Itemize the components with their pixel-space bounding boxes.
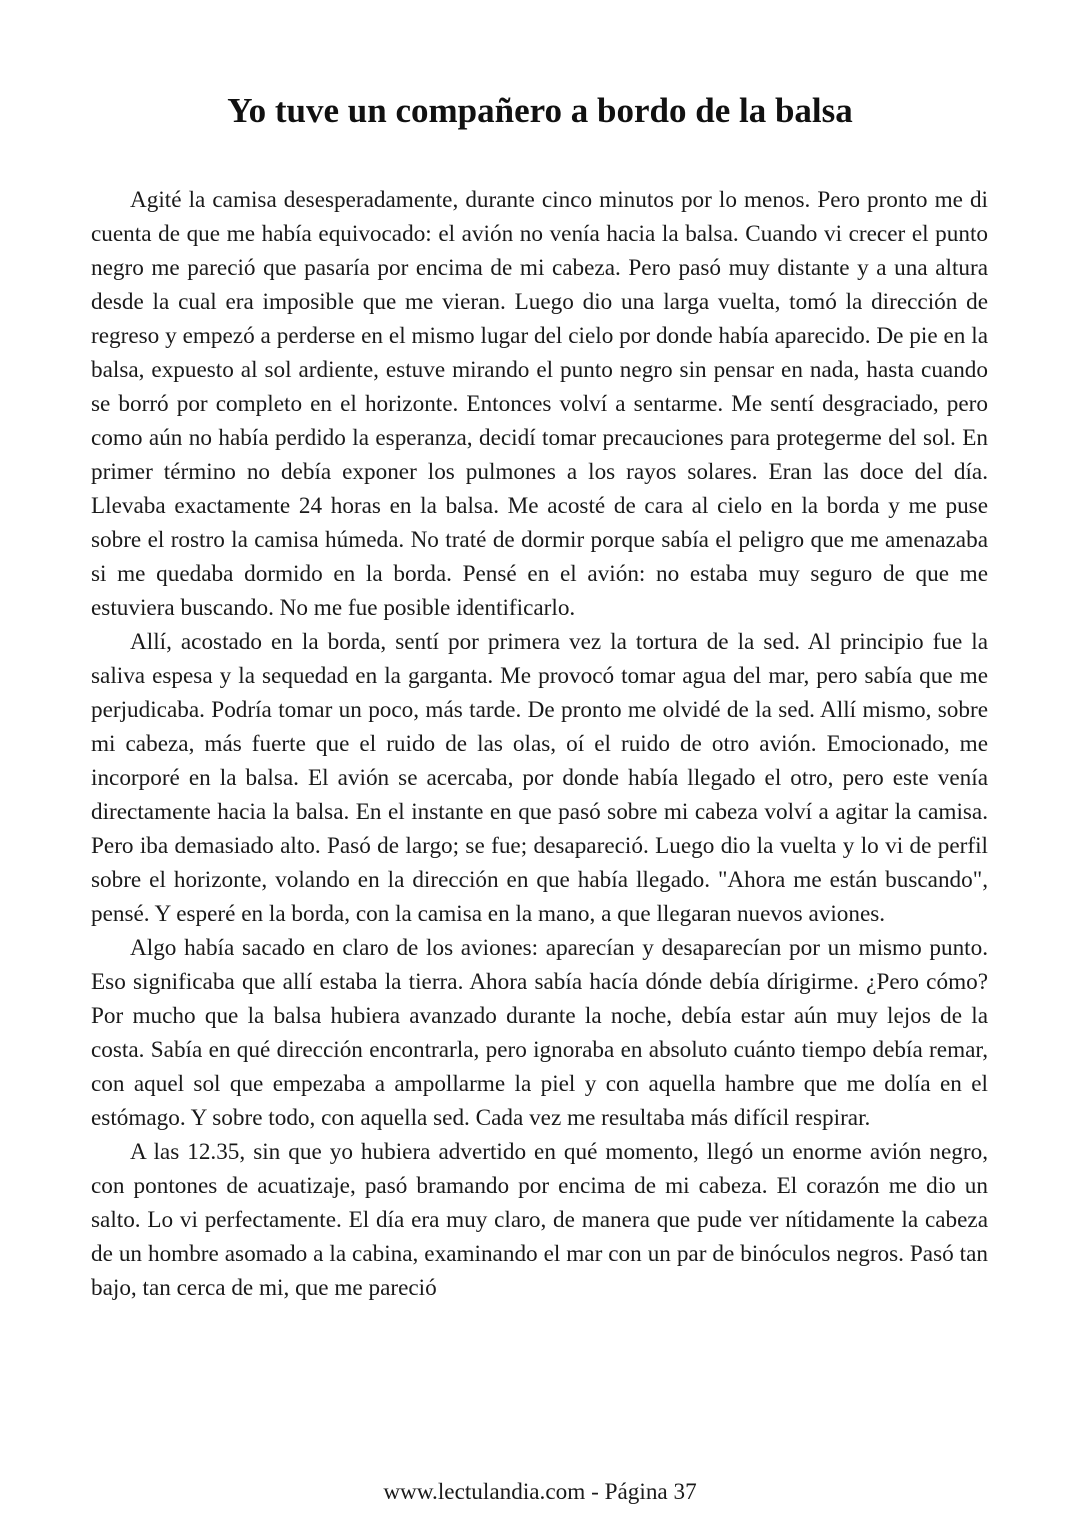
paragraph: A las 12.35, sin que yo hubiera advertido en qué momento, llegó un enorme avión negro, con pontones de acuatizaje, pasó bramando por encima de mi cabeza. El corazón me dio un salto. Lo vi perfectamente. El día era muy claro, de manera que pude ver nítidamente la cabeza de un hombre asomado a la cabina, examinando el mar con un par de binóculos negros. Pasó tan bajo, tan cerca de mi, que me pareció (91, 1139, 988, 1301)
body-text (91, 183, 988, 1305)
paragraph: Agité la camisa desesperadamente, durante cinco minutos por lo menos. Pero pronto me di cuenta de que me había equivocado: el avión no venía hacia la balsa. Cuando vi crecer el punto negro me pareció que pasaría por encima de mi cabeza. Pero pasó muy distante y a una altura desde la cual era imposible que me vieran. Luego dio una larga vuelta, tomó la dirección de regreso y empezó a perderse en el mismo lugar del cielo por donde había aparecido. De pie en la balsa, expuesto al sol ardiente, estuve mirando el punto negro sin pensar en nada, hasta cuando se borró por completo en el horizonte. Entonces volví a sentarme. Me sentí desgraciado, pero como aún no había perdido la esperanza, decidí tomar precauciones para protegerme del sol. En primer término no debía exponer los pulmones a los rayos solares. Eran las doce del día. Llevaba exactamente 24 horas en la balsa. Me acosté de cara al cielo en la borda y me puse sobre el rostro la camisa húmeda. No traté de dormir porque sabía el peligro que me amenazaba si me quedaba dormido en la borda. Pensé en el avión: no estaba muy seguro de que me estuviera buscando. No me fue posible identificarlo. (91, 187, 988, 621)
page-footer: www.lectulandia.com - Página 37 (383, 1479, 697, 1505)
paragraph: Algo había sacado en claro de los aviones: aparecían y desaparecían por un mismo punto. Eso significaba que allí estaba la tierra. Ahora sabía hacía dónde debía dírigirme. ¿Pero cómo? Por mucho que la balsa hubiera avanzado durante la noche, debía estar aún muy lejos de la costa. Sabía en qué dirección encontrarla, pero ignoraba en absoluto cuánto tiempo debía remar, con aquel sol que empezaba a ampollarme la piel y con aquella hambre que me dolía en el estómago. Y sobre todo, con aquella sed. Cada vez me resultaba más difícil respirar. (91, 935, 988, 1131)
page-title: Yo tuve un compañero a bordo de la balsa (227, 91, 853, 130)
paragraph: Allí, acostado en la borda, sentí por primera vez la tortura de la sed. Al principio fue la saliva espesa y la sequedad en la garganta. Me provocó tomar agua del mar, pero sabía que me perjudicaba. Podría tomar un poco, más tarde. De pronto me olvidé de la sed. Allí mismo, sobre mi cabeza, más fuerte que el ruido de las olas, oí el ruido de otro avión. Emocionado, me incorporé en la balsa. El avión se acercaba, por donde había llegado el otro, pero este venía directamente hacia la balsa. En el instante en que pasó sobre mi cabeza volví a agitar la camisa. Pero iba demasiado alto. Pasó de largo; se fue; desapareció. Luego dio la vuelta y lo vi de perfil sobre el horizonte, volando en la dirección en que había llegado. "Ahora me están buscando", pensé. Y esperé en la borda, con la camisa en la mano, a que llegaran nuevos aviones. (91, 629, 988, 927)
